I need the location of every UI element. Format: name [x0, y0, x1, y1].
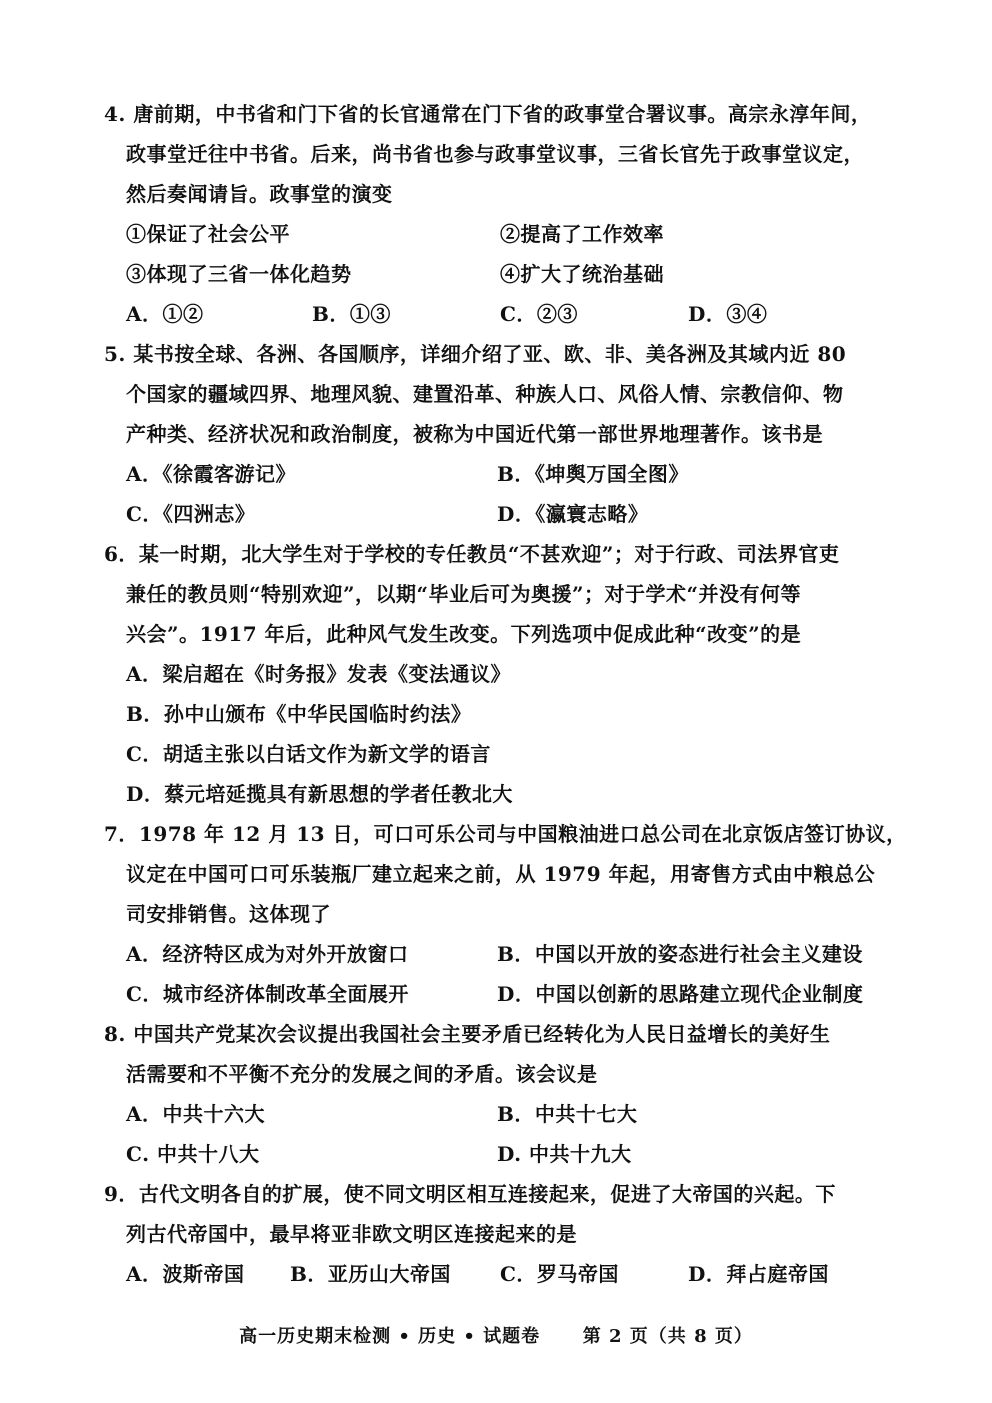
option-a: A．《徐霞客游记》 [126, 462, 297, 486]
option-d: D．拜占庭帝国 [688, 1262, 829, 1286]
question-number: 7． [104, 822, 139, 846]
option-d: D．③④ [688, 302, 768, 326]
statement-3: ③体现了三省一体化趋势 [126, 262, 352, 286]
exam-title: 高一历史期末检测 • 历史 • 试题卷 [239, 1326, 541, 1347]
question-number: 8. [104, 1022, 126, 1046]
question-number: 4. [104, 102, 126, 126]
question-7-stem-line-3: 司安排销售。这体现了 [126, 902, 331, 926]
option-c: C. 中共十八大 [126, 1142, 260, 1166]
question-8-stem-line-1: 8. 中国共产党某次会议提出我国社会主要矛盾已经转化为人民日益增长的美好生 [104, 1022, 831, 1046]
option-b: B．①③ [312, 302, 391, 326]
question-number: 6． [104, 542, 139, 566]
option-b: B．孙中山颁布《中华民国临时约法》 [126, 702, 472, 726]
statement-2: ②提高了工作效率 [500, 222, 664, 246]
question-number: 5. [104, 342, 126, 366]
option-c: C．城市经济体制改革全面展开 [126, 982, 409, 1006]
question-5-stem-line-3: 产种类、经济状况和政治制度，被称为中国近代第一部世界地理著作。该书是 [126, 422, 823, 446]
question-6-stem-line-3: 兴会”。1917 年后，此种风气发生改变。下列选项中促成此种“改变”的是 [126, 622, 802, 646]
question-5-stem-line-2: 个国家的疆域四界、地理风貌、建置沿革、种族人口、风俗人情、宗教信仰、物 [126, 382, 844, 406]
option-a: A．①② [126, 302, 204, 326]
statement-4: ④扩大了统治基础 [500, 262, 664, 286]
option-a: A．中共十六大 [126, 1102, 266, 1126]
question-7-stem-line-1: 7．1978 年 12 月 13 日，可口可乐公司与中国粮油进口总公司在北京饭店签订协议， [104, 822, 907, 846]
option-c: C．②③ [500, 302, 578, 326]
question-6-stem-line-1: 6．某一时期，北大学生对于学校的专任教员“不甚欢迎”；对于行政、司法界官吏 [104, 542, 840, 566]
question-number: 9． [104, 1182, 139, 1206]
option-b: B．亚历山大帝国 [290, 1262, 451, 1286]
option-d: D．《瀛寰志略》 [497, 502, 649, 526]
option-a: A．波斯帝国 [126, 1262, 245, 1286]
question-4-stem-line-3: 然后奏闻请旨。政事堂的演变 [126, 182, 393, 206]
option-a: A．经济特区成为对外开放窗口 [126, 942, 409, 966]
question-9-stem-line-2: 列古代帝国中，最早将亚非欧文明区连接起来的是 [126, 1222, 577, 1246]
option-c: C．《四洲志》 [126, 502, 256, 526]
option-b: B．中国以开放的姿态进行社会主义建设 [497, 942, 863, 966]
option-d: D. 中共十九大 [497, 1142, 632, 1166]
option-d: D．蔡元培延揽具有新思想的学者任教北大 [126, 782, 513, 806]
option-a: A．梁启超在《时务报》发表《变法通议》 [126, 662, 512, 686]
option-d: D．中国以创新的思路建立现代企业制度 [497, 982, 864, 1006]
question-5-stem-line-1: 5. 某书按全球、各洲、各国顺序，详细介绍了亚、欧、非、美各洲及其域内近 80 [104, 342, 847, 366]
option-b: B．《坤舆万国全图》 [497, 462, 689, 486]
question-6-stem-line-2: 兼任的教员则“特别欢迎”，以期“毕业后可为奥援”；对于学术“并没有何等 [126, 582, 802, 606]
page-number: 第 2 页（共 8 页） [582, 1326, 753, 1347]
question-4-stem-line-2: 政事堂迁往中书省。后来，尚书省也参与政事堂议事，三省长官先于政事堂议定， [126, 142, 864, 166]
question-9-stem-line-1: 9．古代文明各自的扩展，使不同文明区相互连接起来，促进了大帝国的兴起。下 [104, 1182, 836, 1206]
page-footer [0, 1322, 992, 1352]
option-c: C．罗马帝国 [500, 1262, 619, 1286]
question-4-stem-line-1: 4. 唐前期，中书省和门下省的长官通常在门下省的政事堂合署议事。高宗永淳年间， [104, 102, 872, 126]
question-8-stem-line-2: 活需要和不平衡不充分的发展之间的矛盾。该会议是 [126, 1062, 598, 1086]
option-b: B．中共十七大 [497, 1102, 638, 1126]
statement-1: ①保证了社会公平 [126, 222, 290, 246]
question-7-stem-line-2: 议定在中国可口可乐装瓶厂建立起来之前，从 1979 年起，用寄售方式由中粮总公 [126, 862, 876, 886]
option-c: C．胡适主张以白话文作为新文学的语言 [126, 742, 491, 766]
